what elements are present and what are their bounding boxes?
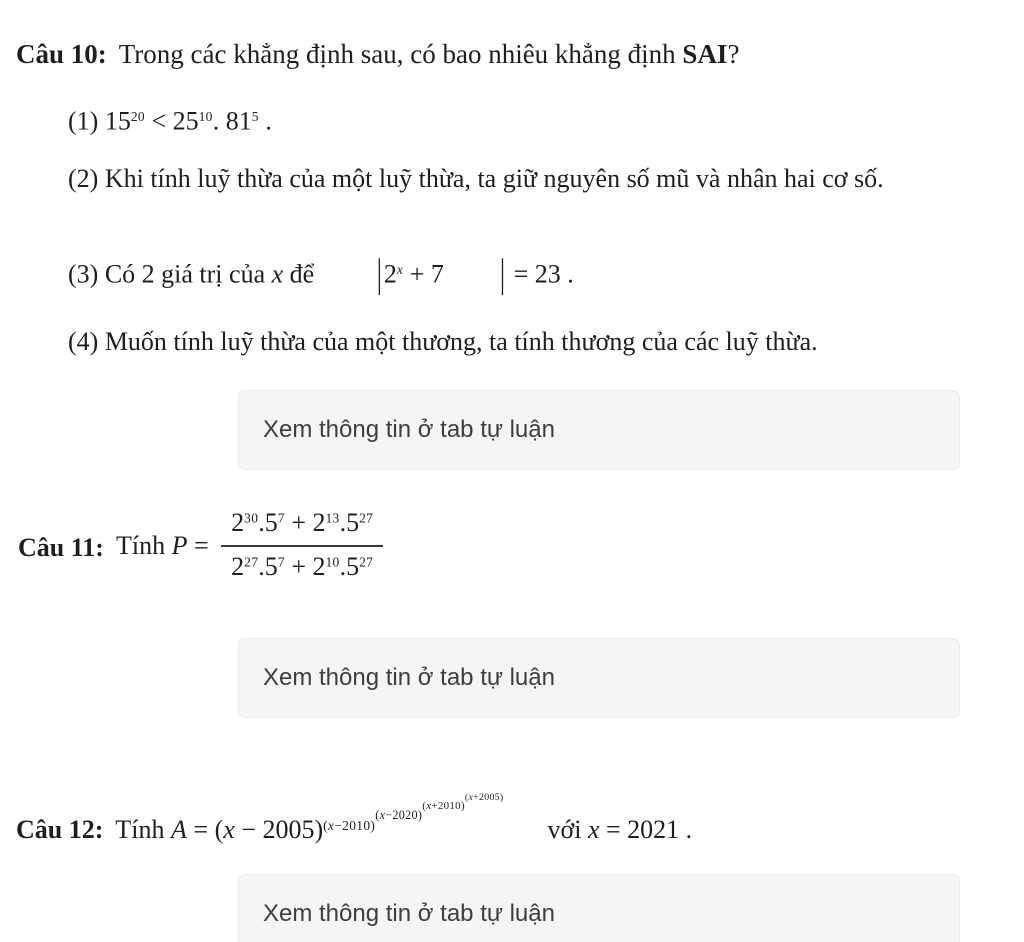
view-info-button-q12[interactable] [238,874,960,942]
question-12-label: Câu 12: [16,815,104,845]
statement-3: (3) Có 2 giá trị của x để $|2^x + 7$ | = 23 . [68,251,574,297]
question-11-label: Câu 11: [18,533,104,562]
view-info-button-q11[interactable] [238,638,960,718]
view-info-button-label: Xem thông tin ở tab tự luận [263,900,555,927]
statement-4: (4) Muốn tính luỹ thừa của một thương, ta tính thương của các luỹ thừa. [68,327,818,356]
question-10-label: Câu 10: [16,39,107,69]
view-info-button-q10[interactable] [238,390,960,470]
question-11-expression: Tính P = $\frac{2^{30}.5^7 + 2^{13}.5^{27}}{2^{27}.5^7 + 2^{10}.5^{27}}$ [116,506,387,590]
view-info-button-label: Xem thông tin ở tab tự luận [263,664,555,691]
question-10-heading [16,38,1014,72]
question-11-row [18,506,387,590]
question-10-title: Trong các khẳng định sau, có bao nhiêu khẳng định SAI? [118,39,740,69]
question-12-row [16,792,692,845]
view-info-button-label: Xem thông tin ở tab tự luận [263,416,555,443]
statement-1: (1) $15^{20} < 25^{10}$. $81^5$ . [68,106,272,136]
statement-2: (2) Khi tính luỹ thừa của một luỹ thừa, ta giữ nguyên số mũ và nhân hai cơ số. [68,164,884,193]
question-12-expression: Tính $A = (x - 2005)^{(x-2010)(x-2020)(x+2010)(x+2005)}$ [115,792,504,845]
question-12-condition: với x = 2021 . [547,815,693,845]
